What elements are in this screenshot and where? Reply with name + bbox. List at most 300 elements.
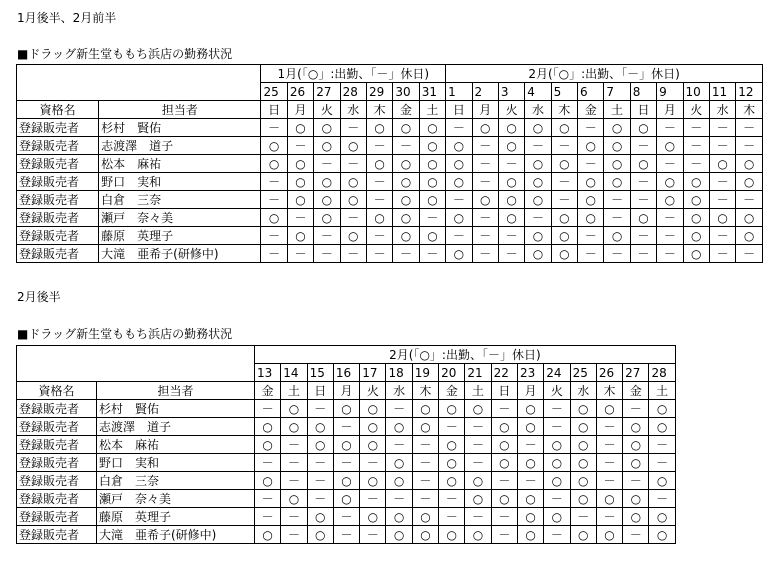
weekday-cell: 日 [446, 101, 472, 119]
shift-mark-cell: － [544, 400, 570, 418]
shift-mark-cell: ○ [551, 245, 577, 263]
date-cell: 31 [419, 83, 445, 101]
shift-mark-cell: － [393, 245, 419, 263]
shift-mark-cell: － [446, 191, 472, 209]
table-row [17, 472, 676, 490]
shift-mark-cell: － [465, 454, 491, 472]
shift-mark-cell: － [657, 209, 683, 227]
date-cell: 3 [498, 83, 524, 101]
date-cell: 7 [604, 83, 630, 101]
shift-mark-cell: ○ [570, 400, 596, 418]
shift-mark-cell: ○ [649, 526, 675, 544]
table-row [17, 119, 763, 137]
shift-mark-cell: ○ [366, 119, 392, 137]
shift-mark-cell: － [393, 137, 419, 155]
shift-mark-cell: ○ [491, 436, 517, 454]
shift-mark-cell: － [255, 400, 281, 418]
weekday-cell: 日 [491, 382, 517, 400]
shift-mark-cell: ○ [578, 191, 604, 209]
shift-mark-cell: ○ [439, 436, 465, 454]
shift-mark-cell: － [333, 508, 359, 526]
shift-mark-cell: ○ [314, 209, 340, 227]
shift-mark-cell: － [551, 137, 577, 155]
date-cell: 23 [517, 364, 543, 382]
shift-mark-cell: ○ [307, 418, 333, 436]
shift-mark-cell: ○ [578, 209, 604, 227]
table-row [17, 227, 763, 245]
shift-mark-cell: ○ [340, 173, 366, 191]
shift-mark-cell: ○ [551, 209, 577, 227]
shift-mark-cell: ○ [517, 526, 543, 544]
shift-mark-cell: － [472, 209, 498, 227]
weekday-cell: 木 [736, 101, 763, 119]
shift-mark-cell: － [307, 490, 333, 508]
shift-mark-cell: － [281, 472, 307, 490]
table-row [17, 400, 676, 418]
shift-mark-cell: ○ [525, 245, 551, 263]
shift-mark-cell: ○ [393, 209, 419, 227]
shift-mark-cell: ○ [604, 119, 630, 137]
staff-name-cell: 瀬戸 奈々美 [99, 209, 261, 227]
date-cell: 25 [570, 364, 596, 382]
shift-mark-cell: ○ [623, 508, 649, 526]
shift-mark-cell: － [255, 508, 281, 526]
shift-mark-cell: ○ [386, 472, 412, 490]
shift-mark-cell: ○ [287, 173, 313, 191]
qualification-cell: 登録販売者 [17, 436, 97, 454]
staff-name-cell: 藤原 英理子 [97, 508, 255, 526]
weekday-cell: 金 [623, 382, 649, 400]
shift-mark-cell: － [446, 227, 472, 245]
shift-mark-cell: ○ [446, 209, 472, 227]
staff-name-cell: 藤原 英理子 [99, 227, 261, 245]
staff-name-cell: 松本 麻祐 [97, 436, 255, 454]
shift-mark-cell: ○ [412, 418, 438, 436]
date-cell: 4 [525, 83, 551, 101]
shift-mark-cell: ○ [525, 227, 551, 245]
month-header-jan: 1月(「○」:出勤、「－」休日) [261, 65, 446, 83]
shift-mark-cell: ○ [596, 526, 622, 544]
shift-mark-cell: ○ [649, 400, 675, 418]
shift-mark-cell: － [657, 245, 683, 263]
shift-mark-cell: ○ [419, 173, 445, 191]
shift-mark-cell: － [366, 173, 392, 191]
weekday-cell: 日 [307, 382, 333, 400]
shift-mark-cell: － [578, 155, 604, 173]
shift-mark-cell: ○ [498, 173, 524, 191]
qualification-cell: 登録販売者 [17, 227, 99, 245]
shift-mark-cell: － [736, 191, 763, 209]
shift-mark-cell: ○ [446, 245, 472, 263]
shift-mark-cell: ○ [649, 418, 675, 436]
shift-mark-cell: － [570, 508, 596, 526]
shift-mark-cell: － [412, 436, 438, 454]
weekday-cell: 木 [412, 382, 438, 400]
shift-mark-cell: － [604, 209, 630, 227]
staff-name-cell: 野口 実和 [99, 173, 261, 191]
shift-mark-cell: ○ [419, 191, 445, 209]
shift-mark-cell: ○ [657, 137, 683, 155]
date-cell: 10 [683, 83, 709, 101]
shift-mark-cell: － [340, 245, 366, 263]
shift-mark-cell: － [683, 155, 709, 173]
shift-mark-cell: － [596, 508, 622, 526]
shift-mark-cell: ○ [360, 400, 386, 418]
shift-mark-cell: ○ [736, 173, 763, 191]
shift-mark-cell: ○ [366, 155, 392, 173]
shift-mark-cell: － [604, 191, 630, 209]
table-row [17, 436, 676, 454]
shift-mark-cell: ○ [281, 418, 307, 436]
shift-mark-cell: ○ [314, 191, 340, 209]
shift-mark-cell: ○ [472, 119, 498, 137]
shift-mark-cell: ○ [623, 418, 649, 436]
shift-mark-cell: ○ [683, 209, 709, 227]
shift-mark-cell: ○ [333, 490, 359, 508]
shift-mark-cell: ○ [314, 173, 340, 191]
shift-mark-cell: ○ [419, 137, 445, 155]
shift-mark-cell: ○ [570, 418, 596, 436]
shift-mark-cell: ○ [446, 155, 472, 173]
shift-mark-cell: － [472, 173, 498, 191]
shift-mark-cell: ○ [261, 137, 287, 155]
shift-mark-cell: ○ [657, 191, 683, 209]
qualification-cell: 登録販売者 [17, 490, 97, 508]
shift-mark-cell: － [333, 526, 359, 544]
shift-mark-cell: ○ [649, 508, 675, 526]
staff-name-cell: 野口 実和 [97, 454, 255, 472]
shift-mark-cell: － [419, 245, 445, 263]
table-row [17, 245, 763, 263]
staff-name-cell: 志渡澤 道子 [99, 137, 261, 155]
shift-mark-cell: － [360, 526, 386, 544]
weekday-cell: 火 [498, 101, 524, 119]
shift-mark-cell: ○ [314, 137, 340, 155]
shift-mark-cell: － [472, 137, 498, 155]
shift-table-1 [16, 64, 763, 263]
date-cell: 26 [287, 83, 313, 101]
shift-mark-cell: ○ [498, 191, 524, 209]
shift-mark-cell: － [683, 119, 709, 137]
shift-mark-cell: ○ [544, 436, 570, 454]
shift-mark-cell: － [366, 245, 392, 263]
shift-mark-cell: － [281, 436, 307, 454]
shift-mark-cell: － [472, 227, 498, 245]
shift-mark-cell: ○ [333, 400, 359, 418]
shift-mark-cell: － [255, 490, 281, 508]
shift-mark-cell: ○ [439, 526, 465, 544]
weekday-cell: 金 [578, 101, 604, 119]
date-cell: 1 [446, 83, 472, 101]
shift-mark-cell: ○ [439, 400, 465, 418]
weekday-cell: 月 [517, 382, 543, 400]
shift-mark-cell: ○ [366, 209, 392, 227]
shift-mark-cell: － [491, 400, 517, 418]
shift-mark-cell: ○ [386, 526, 412, 544]
shift-mark-cell: － [544, 418, 570, 436]
section1-heading: 1月後半、2月前半 [17, 11, 117, 25]
month-header-feb: 2月(「○」:出勤、「－」休日) [446, 65, 763, 83]
shift-mark-cell: － [314, 245, 340, 263]
shift-mark-cell: － [630, 137, 656, 155]
shift-mark-cell: ○ [393, 155, 419, 173]
weekday-cell: 火 [360, 382, 386, 400]
shift-mark-cell: ○ [412, 400, 438, 418]
shift-mark-cell: ○ [570, 490, 596, 508]
qualification-cell: 登録販売者 [17, 400, 97, 418]
shift-mark-cell: ○ [255, 526, 281, 544]
shift-mark-cell: ○ [517, 454, 543, 472]
weekday-cell: 火 [683, 101, 709, 119]
shift-mark-cell: ○ [551, 155, 577, 173]
table-row [17, 209, 763, 227]
shift-mark-cell: ○ [570, 472, 596, 490]
shift-mark-cell: ○ [255, 436, 281, 454]
shift-mark-cell: － [491, 508, 517, 526]
shift-mark-cell: － [525, 209, 551, 227]
shift-mark-cell: ○ [360, 436, 386, 454]
staff-name-cell: 大滝 亜希子(研修中) [97, 526, 255, 544]
shift-mark-cell: ○ [419, 227, 445, 245]
shift-mark-cell: ○ [333, 472, 359, 490]
shift-mark-cell: ○ [498, 137, 524, 155]
qualification-cell: 登録販売者 [17, 119, 99, 137]
shift-mark-cell: ○ [472, 191, 498, 209]
weekday-cell: 金 [393, 101, 419, 119]
col-header-staff: 担当者 [97, 382, 255, 400]
shift-mark-cell: ○ [623, 454, 649, 472]
date-cell: 27 [314, 83, 340, 101]
date-cell: 20 [439, 364, 465, 382]
shift-mark-cell: ○ [570, 436, 596, 454]
date-cell: 24 [544, 364, 570, 382]
shift-mark-cell: － [287, 245, 313, 263]
shift-mark-cell: ○ [491, 418, 517, 436]
shift-mark-cell: － [439, 418, 465, 436]
shift-mark-cell: － [386, 490, 412, 508]
shift-mark-cell: ○ [736, 227, 763, 245]
shift-mark-cell: － [491, 472, 517, 490]
shift-mark-cell: － [657, 227, 683, 245]
date-cell: 18 [386, 364, 412, 382]
shift-mark-cell: － [649, 436, 675, 454]
shift-mark-cell: － [340, 155, 366, 173]
table-row [17, 526, 676, 544]
shift-mark-cell: － [333, 418, 359, 436]
shift-mark-cell: ○ [393, 119, 419, 137]
shift-mark-cell: ○ [498, 119, 524, 137]
shift-mark-cell: － [551, 173, 577, 191]
shift-mark-cell: ○ [683, 191, 709, 209]
shift-mark-cell: ○ [287, 227, 313, 245]
date-cell: 6 [578, 83, 604, 101]
table-row [17, 155, 763, 173]
weekday-cell: 水 [525, 101, 551, 119]
shift-mark-cell: － [439, 508, 465, 526]
shift-mark-cell: ○ [386, 454, 412, 472]
shift-mark-cell: ○ [287, 191, 313, 209]
shift-mark-cell: ○ [465, 526, 491, 544]
date-cell: 12 [736, 83, 763, 101]
weekday-cell: 木 [596, 382, 622, 400]
shift-mark-cell: ○ [525, 191, 551, 209]
shift-mark-cell: ○ [446, 137, 472, 155]
date-cell: 30 [393, 83, 419, 101]
shift-mark-cell: ○ [604, 155, 630, 173]
shift-mark-cell: － [366, 137, 392, 155]
date-cell: 29 [366, 83, 392, 101]
shift-mark-cell: ○ [491, 490, 517, 508]
weekday-cell: 火 [314, 101, 340, 119]
table-row [17, 191, 763, 209]
shift-mark-cell: ○ [596, 490, 622, 508]
shift-mark-cell: ○ [525, 155, 551, 173]
shift-mark-cell: ○ [360, 418, 386, 436]
shift-mark-cell: ○ [578, 173, 604, 191]
weekday-cell: 月 [657, 101, 683, 119]
shift-mark-cell: － [649, 490, 675, 508]
weekday-cell: 日 [261, 101, 287, 119]
shift-mark-cell: ○ [340, 137, 366, 155]
date-cell: 26 [596, 364, 622, 382]
month-header-feb: 2月(「○」:出勤、「－」休日) [255, 346, 676, 364]
shift-mark-cell: － [261, 191, 287, 209]
table-row [17, 418, 676, 436]
weekday-cell: 水 [570, 382, 596, 400]
col-header-staff: 担当者 [99, 101, 261, 119]
shift-mark-cell: － [517, 436, 543, 454]
shift-mark-cell: － [386, 436, 412, 454]
shift-mark-cell: ○ [340, 227, 366, 245]
shift-mark-cell: － [578, 227, 604, 245]
weekday-cell: 水 [340, 101, 366, 119]
table-row [17, 137, 763, 155]
shift-mark-cell: － [596, 418, 622, 436]
shift-mark-cell: － [596, 454, 622, 472]
shift-mark-cell: ○ [551, 227, 577, 245]
shift-mark-cell: － [709, 173, 735, 191]
shift-mark-cell: － [498, 155, 524, 173]
shift-mark-cell: ○ [255, 418, 281, 436]
shift-mark-cell: ○ [439, 472, 465, 490]
weekday-cell: 月 [287, 101, 313, 119]
weekday-cell: 金 [255, 382, 281, 400]
date-cell: 27 [623, 364, 649, 382]
qualification-cell: 登録販売者 [17, 155, 99, 173]
weekday-cell: 月 [333, 382, 359, 400]
qualification-cell: 登録販売者 [17, 245, 99, 263]
shift-mark-cell: ○ [630, 119, 656, 137]
shift-mark-cell: － [281, 526, 307, 544]
shift-mark-cell: ○ [281, 490, 307, 508]
col-header-qualification: 資格名 [17, 101, 99, 119]
shift-mark-cell: － [281, 508, 307, 526]
shift-mark-cell: ○ [517, 400, 543, 418]
shift-mark-cell: ○ [419, 119, 445, 137]
shift-mark-cell: － [709, 119, 735, 137]
shift-mark-cell: ○ [261, 155, 287, 173]
shift-mark-cell: － [366, 191, 392, 209]
shift-mark-cell: － [630, 245, 656, 263]
shift-mark-cell: ○ [570, 526, 596, 544]
weekday-cell: 土 [281, 382, 307, 400]
col-header-qualification: 資格名 [17, 382, 97, 400]
qualification-cell: 登録販売者 [17, 418, 97, 436]
shift-mark-cell: ○ [517, 418, 543, 436]
shift-mark-cell: ○ [604, 137, 630, 155]
date-cell: 9 [657, 83, 683, 101]
shift-mark-cell: ○ [287, 119, 313, 137]
shift-mark-cell: － [544, 490, 570, 508]
shift-mark-cell: － [472, 245, 498, 263]
shift-table-2 [16, 345, 676, 544]
shift-mark-cell: － [736, 245, 763, 263]
shift-mark-cell: － [465, 418, 491, 436]
shift-mark-cell: ○ [307, 508, 333, 526]
qualification-cell: 登録販売者 [17, 191, 99, 209]
table-row [17, 454, 676, 472]
shift-mark-cell: ○ [604, 173, 630, 191]
shift-mark-cell: － [630, 227, 656, 245]
shift-mark-cell: － [709, 227, 735, 245]
shift-mark-cell: － [412, 454, 438, 472]
shift-mark-cell: ○ [393, 173, 419, 191]
date-cell: 13 [255, 364, 281, 382]
shift-mark-cell: － [287, 209, 313, 227]
shift-mark-cell: － [551, 191, 577, 209]
qualification-cell: 登録販売者 [17, 454, 97, 472]
staff-name-cell: 白倉 三奈 [97, 472, 255, 490]
shift-mark-cell: ○ [333, 436, 359, 454]
date-cell: 15 [307, 364, 333, 382]
shift-mark-cell: ○ [736, 209, 763, 227]
shift-mark-cell: ○ [596, 400, 622, 418]
shift-mark-cell: － [604, 245, 630, 263]
shift-mark-cell: － [623, 400, 649, 418]
shift-mark-cell: ○ [255, 472, 281, 490]
shift-mark-cell: － [649, 454, 675, 472]
shift-mark-cell: － [630, 173, 656, 191]
weekday-cell: 金 [439, 382, 465, 400]
date-cell: 25 [261, 83, 287, 101]
shift-mark-cell: － [340, 209, 366, 227]
date-cell: 16 [333, 364, 359, 382]
weekday-cell: 土 [465, 382, 491, 400]
shift-mark-cell: ○ [360, 508, 386, 526]
weekday-cell: 土 [649, 382, 675, 400]
shift-mark-cell: ○ [649, 472, 675, 490]
shift-mark-cell: － [498, 245, 524, 263]
shift-mark-cell: ○ [544, 454, 570, 472]
shift-mark-cell: ○ [623, 490, 649, 508]
qualification-cell: 登録販売者 [17, 173, 99, 191]
shift-mark-cell: － [683, 137, 709, 155]
qualification-cell: 登録販売者 [17, 508, 97, 526]
shift-mark-cell: ○ [360, 472, 386, 490]
shift-mark-cell: － [525, 137, 551, 155]
table-row [17, 173, 763, 191]
section2-caption: ■ドラッグ新生堂ももち浜店の勤務状況 [17, 327, 233, 341]
shift-mark-cell: ○ [683, 227, 709, 245]
shift-mark-cell: － [596, 472, 622, 490]
weekday-cell: 日 [630, 101, 656, 119]
shift-mark-cell: ○ [736, 155, 763, 173]
shift-mark-cell: － [261, 227, 287, 245]
section1-caption: ■ドラッグ新生堂ももち浜店の勤務状況 [17, 47, 233, 61]
shift-mark-cell: ○ [412, 508, 438, 526]
shift-mark-cell: ○ [314, 119, 340, 137]
shift-mark-cell: － [386, 400, 412, 418]
